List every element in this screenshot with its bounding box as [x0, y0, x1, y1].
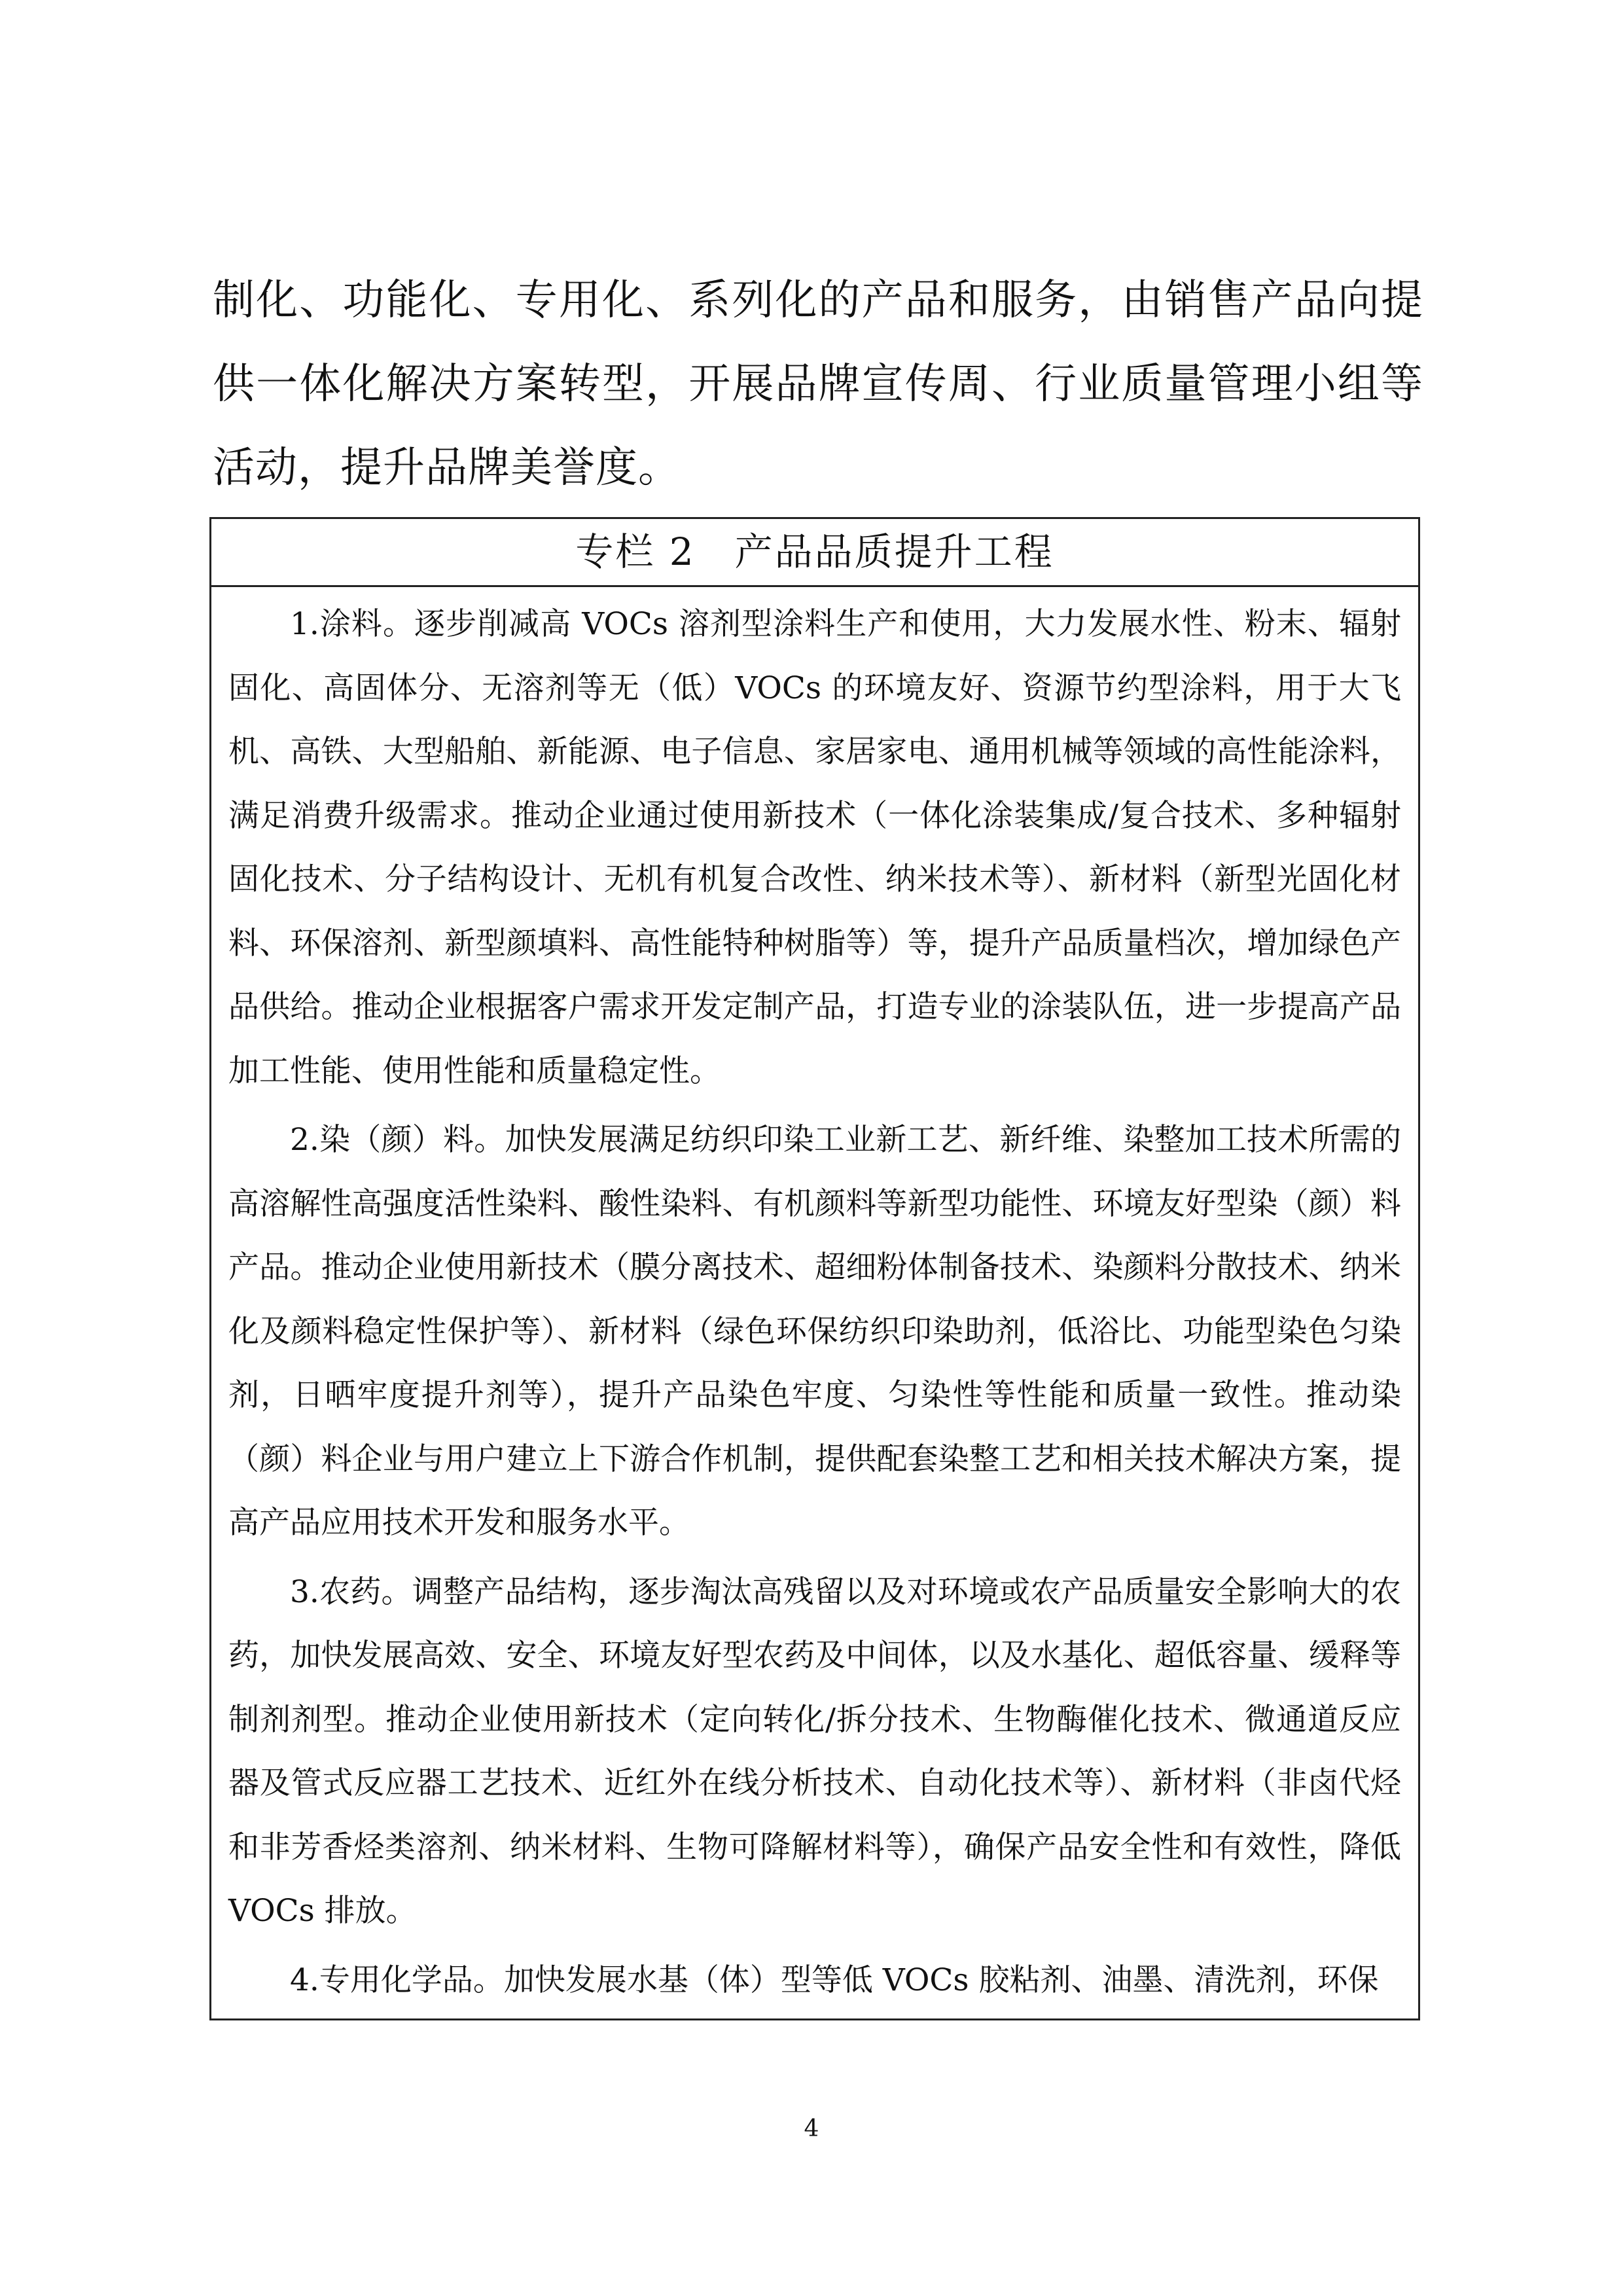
column-box-title — [211, 519, 1418, 587]
column-box — [209, 517, 1420, 2020]
column-box-content — [211, 587, 1418, 2012]
body-text: 制化、功能化、专用化、系列化的产品和服务，由销售产品向提供一体化解决方案转型，开展品牌宣传周、行业质量管理小组等活动，提升品牌美誉度。 — [213, 276, 1423, 492]
paragraph-specialty-chemicals: 4.专用化学品。加快发展水基（体）型等低 VOCs 胶粘剂、油墨、清洗剂，环保 — [290, 1962, 1379, 1998]
column-name: 产品品质提升工程 — [734, 529, 1054, 574]
column-label: 专栏 2 — [575, 529, 696, 574]
page-number: 4 — [804, 2115, 819, 2142]
paragraph-coatings: 1.涂料。逐步削减高 VOCs 溶剂型涂料生产和使用，大力发展水性、粉末、辐射固化、高固体分、无溶剂等无（低）VOCs 的环境友好、资源节约型涂料，用于大飞机、高铁、大型船舶、新能源、电子信息、家居家电、通用机械等领域的高性能涂料，满足消费升级需求。推动企业通过使用新技术（一体化涂装集成/复合技术、多种辐射固化技术、分子结构设计、无机有机复合改性、纳米技术等）、新材料（新型光固化材料、环保溶剂、新型颜填料、高性能特种树脂等）等，提升产品质量档次，增加绿色产品供给。推动企业根据客户需求开发定制产品，打造专业的涂装队伍，进一步提高产品加工性能、使用性能和质量稳定性。 — [228, 606, 1401, 1089]
paragraph-dyes-pigments: 2.染（颜）料。加快发展满足纺织印染工业新工艺、新纤维、染整加工技术所需的高溶解性高强度活性染料、酸性染料、有机颜料等新型功能性、环境友好型染（颜）料产品。推动企业使用新技术（膜分离技术、超细粉体制备技术、染颜料分散技术、纳米化及颜料稳定性保护等）、新材料（绿色环保纺织印染助剂，低浴比、功能型染色匀染剂，日晒牢度提升剂等），提升产品染色牢度、匀染性等性能和质量一致性。推动染（颜）料企业与用户建立上下游合作机制，提供配套染整工艺和相关技术解决方案，提高产品应用技术开发和服务水平。 — [228, 1122, 1401, 1541]
paragraph-pesticides: 3.农药。调整产品结构，逐步淘汰高残留以及对环境或农产品质量安全影响大的农药，加快发展高效、安全、环境友好型农药及中间体，以及水基化、超低容量、缓释等制剂剂型。推动企业使用新技术（定向转化/拆分技术、生物酶催化技术、微通道反应器及管式反应器工艺技术、近红外在线分析技术、自动化技术等）、新材料（非卤代烃和非芳香烃类溶剂、纳米材料、生物可降解材料等），确保产品安全性和有效性，降低 VOCs 排放。 — [228, 1573, 1401, 1929]
